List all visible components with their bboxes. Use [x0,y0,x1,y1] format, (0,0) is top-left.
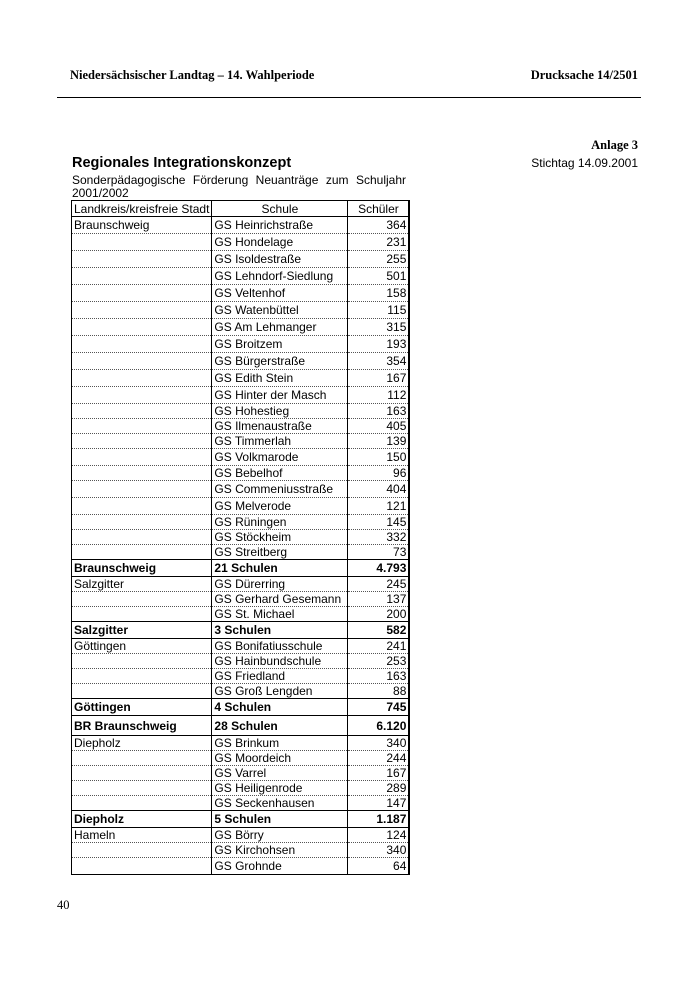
cell-schule: GS Hinter der Masch [212,387,348,404]
cell-schule: GS Melverode [212,498,348,515]
cell-schule: GS Commeniusstraße [212,481,348,498]
cell-schule: GS Isoldestraße [212,251,348,268]
cell-schueler: 112 [348,387,410,404]
cell-schueler: 245 [348,577,410,592]
cell-schueler: 241 [348,639,410,654]
cell-schule: GS Friedland [212,669,348,684]
cell-kreis [72,481,212,498]
table-row [72,781,410,796]
cell-schule: GS St. Michael [212,607,348,622]
cell-schule: GS Seckenhausen [212,796,348,811]
cell-schueler: 289 [348,781,410,796]
cell-schule: GS Hainbundschule [212,654,348,669]
table-row [72,796,410,811]
cell-schueler: 147 [348,796,410,811]
table-row [72,545,410,560]
cell-schule: GS Veltenhof [212,285,348,302]
table-row [72,592,410,607]
cell-schule: GS Gerhard Gesemann [212,592,348,607]
table-row [72,669,410,684]
table-row [72,419,410,434]
cell-kreis [72,370,212,387]
table-body [72,217,410,875]
cell-kreis [72,766,212,781]
cell-schueler: 121 [348,498,410,515]
cell-schueler: 115 [348,302,410,319]
cell-kreis [72,302,212,319]
cell-kreis: Salzgitter [72,577,212,592]
cell-schule: GS Lehndorf-Siedlung [212,268,348,285]
table-sum-row [72,560,410,577]
cell-schueler: 139 [348,434,410,449]
cell-schueler: 244 [348,751,410,766]
cell-schueler: 332 [348,530,410,545]
cell-schule: GS Am Lehmanger [212,319,348,336]
cell-schule: GS Dürerring [212,577,348,592]
anlage-label: Anlage 3 [591,138,638,152]
table-row [72,515,410,530]
cell-schueler: 200 [348,607,410,622]
table-row [72,858,410,875]
table-row [72,766,410,781]
cell-kreis: Diepholz [72,736,212,751]
cell-kreis [72,498,212,515]
cell-kreis: Diepholz [72,811,212,828]
cell-kreis [72,796,212,811]
cell-schueler: 354 [348,353,410,370]
cell-schueler: 253 [348,654,410,669]
header-title: Niedersächsischer Landtag – 14. Wahlperiode [70,68,315,82]
cell-schueler: 364 [348,217,410,234]
table-row [72,466,410,481]
cell-schule: GS Groß Lengden [212,684,348,699]
table-row [72,498,410,515]
table-sum-row [72,811,410,828]
cell-schule: GS Heiligenrode [212,781,348,796]
cell-kreis: Göttingen [72,639,212,654]
table-row [72,353,410,370]
cell-kreis [72,515,212,530]
cell-schule: GS Ilmenaustraße [212,419,348,434]
cell-kreis [72,669,212,684]
cell-schueler: 137 [348,592,410,607]
cell-kreis: Göttingen [72,699,212,716]
cell-schueler: 193 [348,336,410,353]
cell-schule: GS Bebelhof [212,466,348,481]
cell-schueler: 158 [348,285,410,302]
cell-kreis [72,684,212,699]
cell-schule: GS Moordeich [212,751,348,766]
table-header-row [72,201,410,217]
table-row [72,654,410,669]
cell-schule: GS Börry [212,828,348,843]
stichtag-label: Stichtag 14.09.2001 [531,156,638,170]
cell-schueler: 145 [348,515,410,530]
cell-kreis [72,434,212,449]
cell-kreis: Salzgitter [72,622,212,639]
cell-schueler: 96 [348,466,410,481]
cell-schueler: 64 [348,858,410,875]
cell-schule: GS Edith Stein [212,370,348,387]
cell-kreis [72,751,212,766]
cell-kreis [72,353,212,370]
cell-schule: GS Stöckheim [212,530,348,545]
cell-schule: GS Rüningen [212,515,348,530]
cell-schule: 4 Schulen [212,699,348,716]
cell-schule: GS Bürgerstraße [212,353,348,370]
table-row [72,530,410,545]
header-rule [57,97,641,98]
cell-schueler: 404 [348,481,410,498]
cell-schule: 28 Schulen [212,716,348,736]
table-row [72,434,410,449]
table-row [72,370,410,387]
table-row [72,404,410,419]
cell-kreis: Braunschweig [72,217,212,234]
cell-schueler: 340 [348,843,410,858]
cell-schueler: 582 [348,622,410,639]
page-subtitle: Sonderpädagogische Förderung Neuanträge zum Schuljahr 2001/2002 [72,173,406,200]
table-row [72,449,410,466]
cell-schueler: 4.793 [348,560,410,577]
schools-table [71,200,410,875]
table-row [72,319,410,336]
cell-schueler: 315 [348,319,410,336]
cell-schueler: 745 [348,699,410,716]
cell-schueler: 124 [348,828,410,843]
cell-kreis [72,607,212,622]
cell-kreis [72,843,212,858]
cell-kreis [72,781,212,796]
table-row [72,234,410,251]
cell-schule: GS Heinrichstraße [212,217,348,234]
header-drucksache: Drucksache 14/2501 [530,68,638,82]
table-sum-row [72,716,410,736]
cell-schule: GS Hohestieg [212,404,348,419]
column-header-schule: Schule [212,201,348,217]
table-row [72,336,410,353]
cell-schule: GS Bonifatiusschule [212,639,348,654]
cell-kreis [72,545,212,560]
cell-schueler: 255 [348,251,410,268]
cell-kreis [72,234,212,251]
cell-schule: 5 Schulen [212,811,348,828]
cell-schule: GS Brinkum [212,736,348,751]
table-sum-row [72,699,410,716]
cell-kreis [72,387,212,404]
table-row [72,268,410,285]
cell-kreis [72,268,212,285]
table-row [72,251,410,268]
table-row [72,684,410,699]
cell-kreis: Braunschweig [72,560,212,577]
cell-kreis [72,858,212,875]
cell-schule: 3 Schulen [212,622,348,639]
page-number: 40 [57,898,70,912]
table-row [72,577,410,592]
column-header-kreis: Landkreis/kreisfreie Stadt [72,201,212,217]
cell-schueler: 167 [348,766,410,781]
table-row [72,387,410,404]
cell-kreis [72,251,212,268]
cell-schule: GS Watenbüttel [212,302,348,319]
cell-kreis [72,419,212,434]
table-row [72,828,410,843]
cell-schueler: 167 [348,370,410,387]
cell-kreis [72,654,212,669]
cell-schueler: 73 [348,545,410,560]
cell-kreis: Hameln [72,828,212,843]
cell-kreis [72,404,212,419]
cell-schule: GS Hondelage [212,234,348,251]
cell-schueler: 6.120 [348,716,410,736]
cell-schueler: 1.187 [348,811,410,828]
table-row [72,607,410,622]
cell-schule: GS Broitzem [212,336,348,353]
cell-kreis [72,336,212,353]
cell-schueler: 231 [348,234,410,251]
cell-schueler: 88 [348,684,410,699]
cell-schueler: 163 [348,404,410,419]
cell-schueler: 163 [348,669,410,684]
cell-kreis [72,530,212,545]
cell-schueler: 501 [348,268,410,285]
table-row [72,285,410,302]
cell-schueler: 405 [348,419,410,434]
cell-schueler: 340 [348,736,410,751]
cell-schueler: 150 [348,449,410,466]
cell-schule: GS Grohnde [212,858,348,875]
cell-kreis [72,592,212,607]
cell-schule: GS Streitberg [212,545,348,560]
cell-schule: GS Varrel [212,766,348,781]
cell-kreis [72,285,212,302]
cell-kreis [72,466,212,481]
page-title: Regionales Integrationskonzept [72,155,292,171]
cell-kreis: BR Braunschweig [72,716,212,736]
cell-schule: GS Timmerlah [212,434,348,449]
table-row [72,302,410,319]
table-row [72,639,410,654]
table-row [72,736,410,751]
column-header-schueler: Schüler [348,201,410,217]
table-sum-row [72,622,410,639]
cell-kreis [72,449,212,466]
cell-kreis [72,319,212,336]
table-row [72,751,410,766]
cell-schule: 21 Schulen [212,560,348,577]
table-row [72,481,410,498]
cell-schule: GS Kirchohsen [212,843,348,858]
cell-schule: GS Volkmarode [212,449,348,466]
table-row [72,843,410,858]
table-row [72,217,410,234]
